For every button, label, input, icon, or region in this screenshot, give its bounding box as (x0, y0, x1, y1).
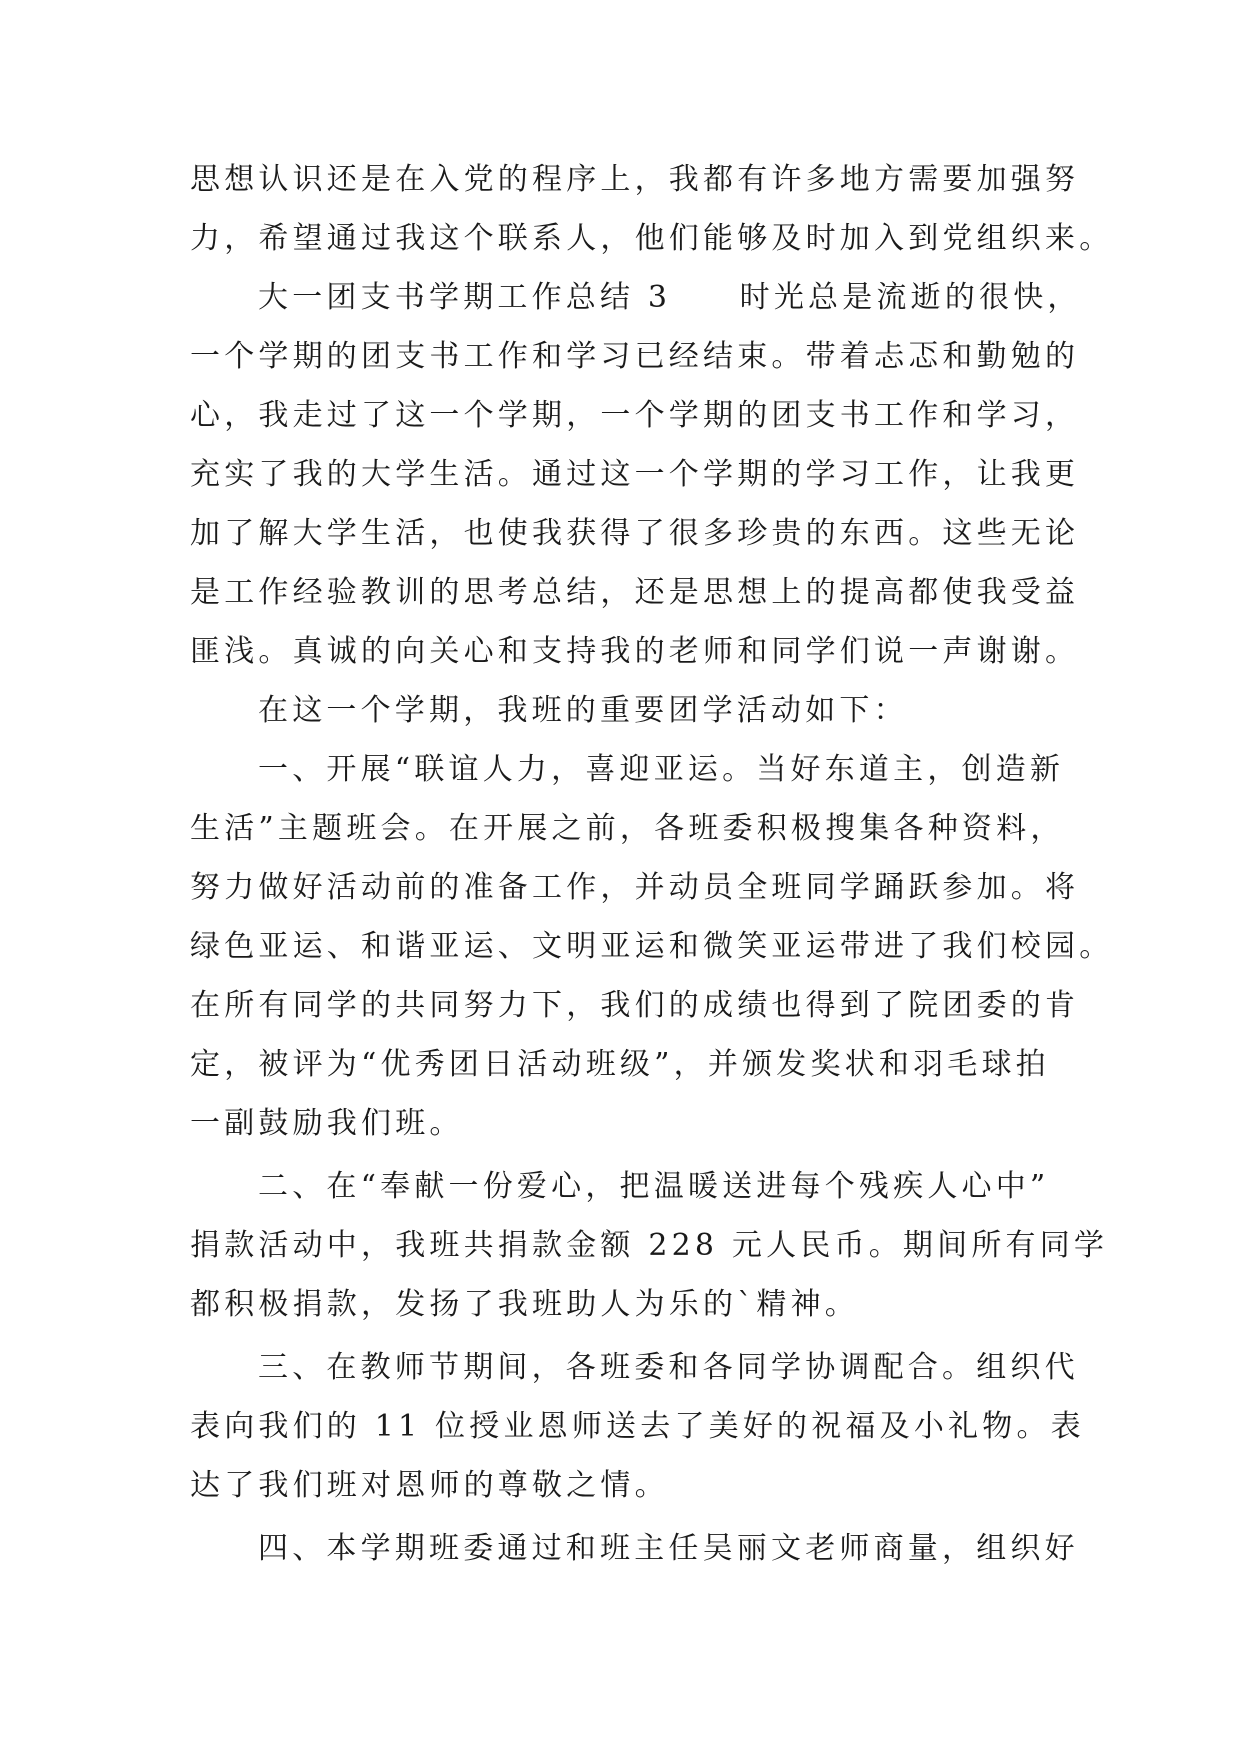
paragraph-start-line: 二、在“奉献一份爱心，把温暖送进每个残疾人心中” (258, 1169, 1050, 1204)
text-line: 充实了我的大学生活。通过这一个学期的学习工作，让我更 (190, 457, 1080, 492)
text-line: 努力做好活动前的准备工作，并动员全班同学踊跃参加。将 (190, 870, 1080, 905)
paragraph-start-line: 三、在教师节期间，各班委和各同学协调配合。组织代 (258, 1350, 1079, 1385)
text-line: 思想认识还是在入党的程序上，我都有许多地方需要加强努 (190, 162, 1080, 197)
text-line: 一副鼓励我们班。 (190, 1106, 464, 1141)
paragraph-start-line: 一、开展“联谊人力，喜迎亚运。当好东道主，创造新 (258, 752, 1065, 787)
text-line: 都积极捐款，发扬了我班助人为乐的`精神。 (190, 1287, 859, 1322)
text-line: 定，被评为“优秀团日活动班级”，并颁发奖状和羽毛球拍 (190, 1047, 1050, 1082)
section-heading-line: 大一团支书学期工作总结 3 时光总是流逝的很快， (258, 280, 1082, 315)
text-line: 加了解大学生活，也使我获得了很多珍贵的东西。这些无论 (190, 516, 1080, 551)
body-text (190, 150, 1114, 1578)
text-line: 是工作经验教训的思考总结，还是思想上的提高都使我受益 (190, 575, 1080, 610)
paragraph-start-line: 四、本学期班委通过和班主任吴丽文老师商量，组织好 (258, 1531, 1079, 1566)
text-line: 表向我们的 11 位授业恩师送去了美好的祝福及小礼物。表 (190, 1409, 1085, 1444)
paragraph-start-line: 在这一个学期，我班的重要团学活动如下： (258, 693, 908, 728)
text-line: 捐款活动中，我班共捐款金额 228 元人民币。期间所有同学 (190, 1228, 1109, 1263)
text-line: 达了我们班对恩师的尊敬之情。 (190, 1468, 669, 1503)
text-line: 一个学期的团支书工作和学习已经结束。带着忐忑和勤勉的 (190, 339, 1080, 374)
text-line: 在所有同学的共同努力下，我们的成绩也得到了院团委的肯 (190, 988, 1080, 1023)
text-line: 匪浅。真诚的向关心和支持我的老师和同学们说一声谢谢。 (190, 634, 1080, 669)
text-line: 绿色亚运、和谐亚运、文明亚运和微笑亚运带进了我们校园。 (190, 929, 1114, 964)
text-line: 心，我走过了这一个学期，一个学期的团支书工作和学习， (190, 398, 1080, 433)
text-line: 生活”主题班会。在开展之前，各班委积极搜集各种资料， (190, 811, 1065, 846)
text-line: 力，希望通过我这个联系人，他们能够及时加入到党组织来。 (190, 221, 1114, 256)
